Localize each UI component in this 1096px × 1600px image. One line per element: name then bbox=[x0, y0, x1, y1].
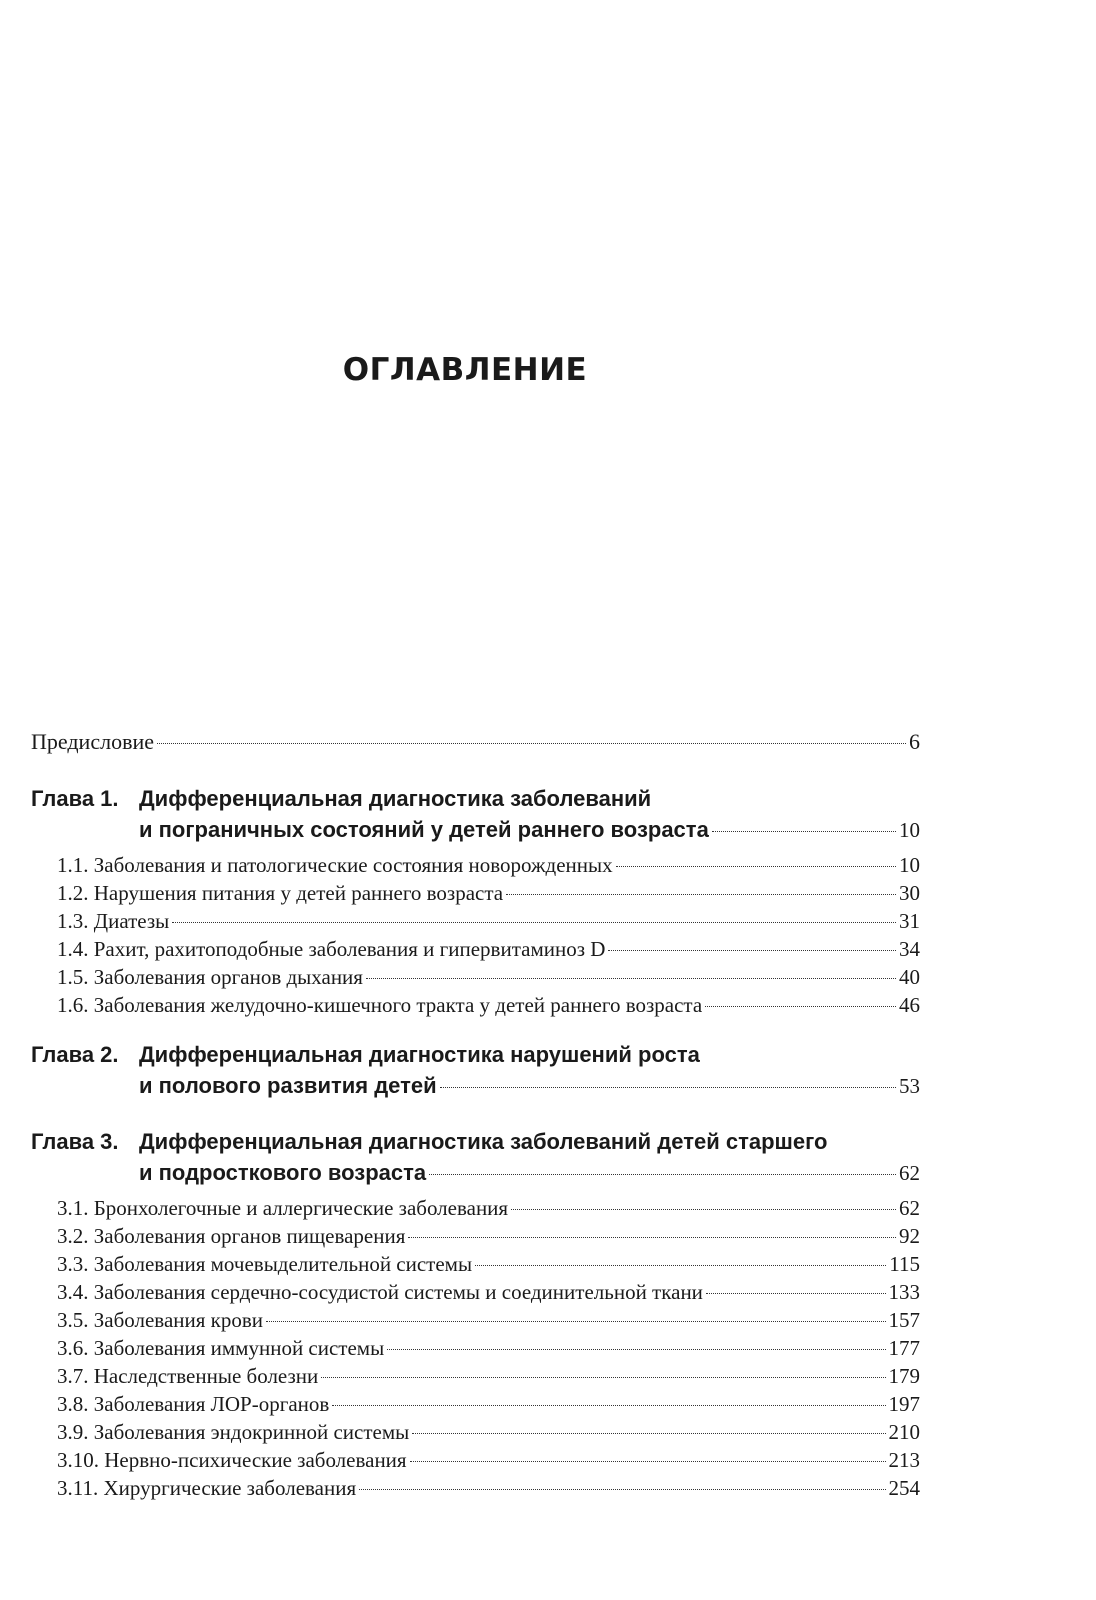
toc-page-number: 133 bbox=[888, 1280, 920, 1304]
toc-entry-text: Предисловие bbox=[31, 729, 154, 754]
toc-entry-chapter-2 bbox=[139, 1073, 920, 1099]
toc-entry-section bbox=[57, 936, 920, 962]
toc-entry-section bbox=[57, 1447, 920, 1473]
chapter-label: Глава 2. bbox=[31, 1042, 119, 1067]
toc-entry-text: 1.2. Нарушения питания у детей раннего возраста bbox=[57, 881, 504, 905]
dot-leader bbox=[332, 1405, 885, 1406]
toc-entry-section bbox=[57, 1475, 920, 1501]
toc-page-number: 30 bbox=[899, 881, 920, 905]
toc-page-number: 115 bbox=[889, 1252, 920, 1276]
toc-entry-text: 3.7. Наследственные болезни bbox=[57, 1364, 319, 1388]
toc-page-number: 53 bbox=[899, 1074, 920, 1098]
chapter-title: Дифференциальная диагностика нарушений роста bbox=[139, 1042, 700, 1067]
dot-leader bbox=[412, 1433, 885, 1434]
toc-entry-section bbox=[57, 908, 920, 934]
toc-page-number: 34 bbox=[899, 937, 920, 961]
toc-page-number: 62 bbox=[899, 1196, 920, 1220]
toc-page-number: 210 bbox=[888, 1420, 920, 1444]
chapter-title-continued: и пограничных состояний у детей раннего возраста bbox=[139, 817, 709, 842]
toc-entry-section bbox=[57, 880, 920, 906]
chapter-title: Дифференциальная диагностика заболеваний детей старшего bbox=[139, 1129, 828, 1154]
chapter-title-continued: и подросткового возраста bbox=[139, 1160, 427, 1185]
toc-entry-section bbox=[57, 1307, 920, 1333]
dot-leader bbox=[266, 1321, 885, 1322]
toc-page-number: 10 bbox=[899, 853, 920, 877]
toc-entry-chapter-1 bbox=[139, 817, 920, 843]
dot-leader bbox=[157, 743, 906, 744]
dot-leader bbox=[616, 866, 896, 867]
toc-entry-text: 1.5. Заболевания органов дыхания bbox=[57, 965, 363, 989]
chapter-label: Глава 1. bbox=[31, 786, 119, 811]
toc-page-number: 62 bbox=[899, 1161, 920, 1185]
toc-page-number: 179 bbox=[888, 1364, 920, 1388]
toc-entry-section bbox=[57, 852, 920, 878]
toc-page-number: 157 bbox=[888, 1308, 920, 1332]
dot-leader bbox=[706, 1293, 886, 1294]
toc-entry-text: 3.8. Заболевания ЛОР-органов bbox=[57, 1392, 330, 1416]
toc-entry-section bbox=[57, 1335, 920, 1361]
dot-leader bbox=[408, 1237, 896, 1238]
toc-entry-section bbox=[57, 1363, 920, 1389]
chapter-title-continued: и полового развития детей bbox=[139, 1073, 437, 1098]
toc-page-number: 10 bbox=[899, 818, 920, 842]
dot-leader bbox=[440, 1087, 896, 1088]
toc-entry-section bbox=[57, 1195, 920, 1221]
dot-leader bbox=[410, 1461, 886, 1462]
toc-entry-section bbox=[57, 1223, 920, 1249]
dot-leader bbox=[511, 1209, 896, 1210]
toc-entry-text: 3.4. Заболевания сердечно-сосудистой системы и соединительной ткани bbox=[57, 1280, 703, 1304]
toc-page-number: 213 bbox=[888, 1448, 920, 1472]
toc-entry-text: 3.11. Хирургические заболевания bbox=[57, 1476, 357, 1500]
toc-entry-section bbox=[57, 1419, 920, 1445]
toc-entry-text: 3.10. Нервно-психические заболевания bbox=[57, 1448, 407, 1472]
toc-entry-text: 1.4. Рахит, рахитоподобные заболевания и гипервитаминоз D bbox=[57, 937, 606, 961]
toc-entry-text: 3.2. Заболевания органов пищеварения bbox=[57, 1224, 406, 1248]
toc-entry-preface bbox=[31, 729, 920, 755]
dot-leader bbox=[387, 1349, 885, 1350]
toc-page-number: 40 bbox=[899, 965, 920, 989]
chapter-title: Дифференциальная диагностика заболеваний bbox=[139, 786, 652, 811]
toc-entry-text: 1.3. Диатезы bbox=[57, 909, 170, 933]
toc-page-number: 92 bbox=[899, 1224, 920, 1248]
toc-entry-text: 1.1. Заболевания и патологические состояния новорожденных bbox=[57, 853, 613, 877]
toc-entry-text: 1.6. Заболевания желудочно-кишечного тракта у детей раннего возраста bbox=[57, 993, 703, 1017]
toc-entry-text: 3.9. Заболевания эндокринной системы bbox=[57, 1420, 410, 1444]
dot-leader bbox=[712, 831, 896, 832]
toc-page-number: 177 bbox=[888, 1336, 920, 1360]
toc-entry-section bbox=[57, 1251, 920, 1277]
chapter-label: Глава 3. bbox=[31, 1129, 119, 1154]
toc-page-number: 46 bbox=[899, 993, 920, 1017]
dot-leader bbox=[366, 978, 896, 979]
dot-leader bbox=[608, 950, 896, 951]
dot-leader bbox=[506, 894, 896, 895]
toc-page-number: 6 bbox=[909, 729, 920, 754]
page-title: ОГЛАВЛЕНИЕ bbox=[342, 352, 588, 388]
toc-entry-text: 3.3. Заболевания мочевыделительной системы bbox=[57, 1252, 473, 1276]
toc-entry-text: 3.1. Бронхолегочные и аллергические заболевания bbox=[57, 1196, 509, 1220]
toc-entry-section bbox=[57, 1279, 920, 1305]
toc-entry-chapter-3 bbox=[139, 1160, 920, 1186]
toc-page-number: 254 bbox=[888, 1476, 920, 1500]
dot-leader bbox=[475, 1265, 886, 1266]
dot-leader bbox=[429, 1174, 896, 1175]
dot-leader bbox=[359, 1489, 885, 1490]
dot-leader bbox=[321, 1377, 885, 1378]
toc-page-number: 31 bbox=[899, 909, 920, 933]
dot-leader bbox=[705, 1006, 896, 1007]
toc-entry-text: 3.5. Заболевания крови bbox=[57, 1308, 264, 1332]
dot-leader bbox=[172, 922, 896, 923]
toc-entry-text: 3.6. Заболевания иммунной системы bbox=[57, 1336, 385, 1360]
toc-entry-section bbox=[57, 992, 920, 1018]
toc-entry-section bbox=[57, 1391, 920, 1417]
toc-page-number: 197 bbox=[888, 1392, 920, 1416]
toc-entry-section bbox=[57, 964, 920, 990]
